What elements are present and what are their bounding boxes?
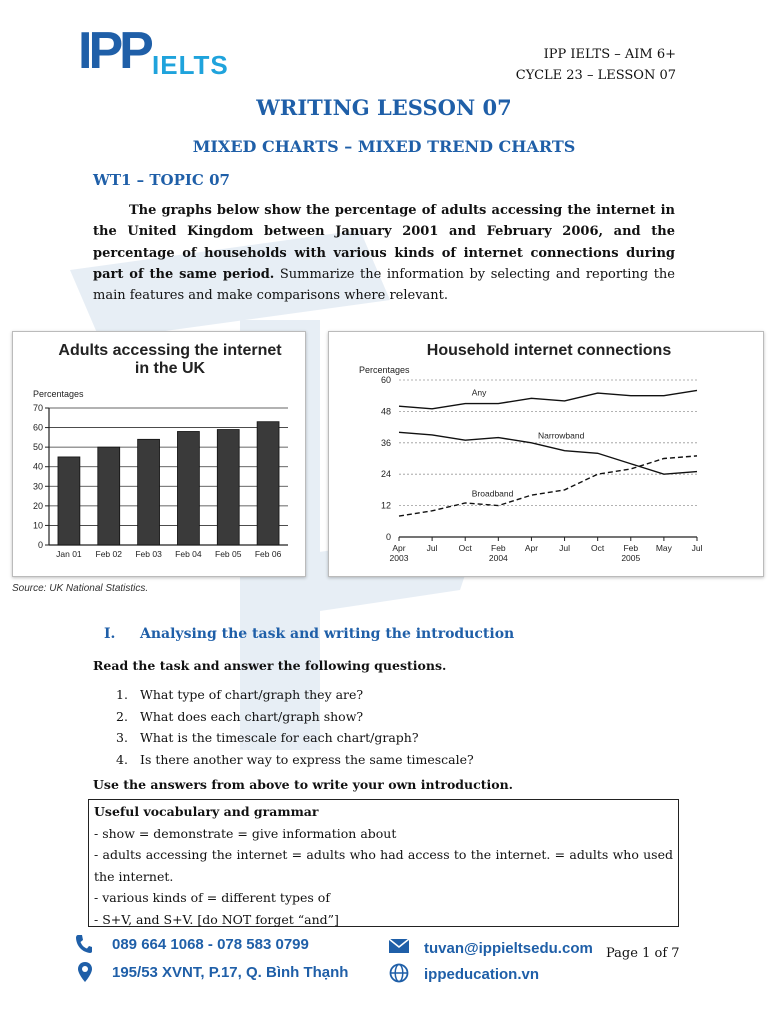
line-x-tick-label: Oct — [591, 543, 605, 553]
course-label: IPP IELTS – AIM 6+ — [543, 47, 676, 62]
bar-y-tick-label: 60 — [32, 422, 43, 433]
bar — [177, 431, 199, 545]
bar-y-tick-label: 0 — [37, 540, 43, 550]
line-x-tick-label: Apr — [392, 543, 406, 553]
line-chart — [329, 332, 763, 576]
question-number: 3. — [116, 730, 128, 745]
vocab-line: - adults accessing the internet = adults who had access to the internet. = adults who used the internet. — [94, 847, 673, 884]
ipp-ielts-logo — [78, 22, 258, 82]
page-current: 1 — [642, 946, 651, 961]
question-text: What does each chart/graph show? — [140, 708, 364, 724]
footer-email[interactable]: tuvan@ippieltsedu.com — [424, 940, 593, 957]
line-x-tick-label: May — [655, 543, 672, 553]
line-x-tick-label: Jul — [691, 543, 703, 553]
bar-chart-title-line1: Adults accessing the internet — [58, 342, 282, 359]
topic-heading: WT1 – TOPIC 07 — [93, 171, 230, 189]
bar-x-tick-label: Feb 03 — [135, 549, 162, 559]
question-text: Is there another way to express the same timescale? — [140, 751, 474, 767]
instruction-use: Use the answers from above to write your own introduction. — [93, 777, 514, 792]
series-label: Any — [471, 387, 487, 398]
task-plain-text: Summarize the information by selecting and reporting the main features and make comparisons where relevant. — [93, 266, 675, 304]
question-text: What type of chart/graph they are? — [140, 687, 364, 702]
page-prefix: Page — [606, 946, 638, 961]
question-text: What is the timescale for each chart/graph? — [140, 730, 419, 745]
line-y-tick-label: 24 — [380, 469, 391, 480]
task-prompt — [93, 200, 675, 306]
question-item — [116, 684, 474, 706]
bar-y-tick-label: 10 — [32, 520, 43, 531]
line-x-tick-label: Jul — [426, 543, 438, 553]
question-list — [116, 684, 474, 770]
bar-chart-ylabel: Percentages — [33, 389, 84, 399]
bar-chart-panel — [12, 331, 306, 577]
question-number: 1. — [116, 687, 128, 702]
series-line-broadband — [399, 456, 697, 516]
line-x-tick-label: Oct — [458, 543, 472, 553]
vocabulary-box — [88, 799, 679, 927]
vocab-line: - S+V, and S+V. [do NOT forget “and”] — [94, 911, 339, 927]
line-x-tick-label: Jul — [559, 543, 570, 553]
line-chart-panel — [328, 331, 764, 577]
logo-ielts-text: IELTS — [152, 50, 229, 80]
bar — [257, 422, 279, 545]
footer-address: 195/53 XVNT, P.17, Q. Bình Thạnh — [112, 964, 349, 981]
line-x-tick-year: 2003 — [389, 553, 409, 563]
question-item — [116, 706, 474, 728]
section-number: I. — [104, 626, 116, 642]
vocab-heading: Useful vocabulary and grammar — [94, 804, 319, 819]
vocab-line: - show = demonstrate = give information about — [94, 825, 397, 841]
page-of: of — [654, 946, 668, 961]
page-total: 7 — [671, 946, 680, 961]
bar — [217, 430, 239, 545]
line-y-tick-label: 12 — [380, 500, 391, 511]
cycle-label: CYCLE 23 – LESSON 07 — [515, 68, 676, 83]
question-number: 4. — [116, 751, 128, 767]
task-bold-text: The graphs below show the percentage of adults accessing the internet in the United Kingdom between January 2001 and February 2006, and the percentage of households with various kinds of internet connections during part of the same period. — [93, 203, 675, 282]
logo-ipp-text: IPP — [78, 22, 150, 80]
bar-x-tick-label: Feb 05 — [215, 549, 242, 559]
bar-x-tick-label: Feb 04 — [175, 549, 202, 559]
line-x-tick-label: Apr — [524, 543, 539, 553]
page-number — [606, 946, 680, 961]
bar-x-tick-label: Feb 02 — [95, 549, 122, 559]
line-chart-title: Household internet connections — [426, 342, 672, 359]
footer-website[interactable]: ippeducation.vn — [424, 966, 540, 983]
line-x-tick-label: Feb — [623, 543, 639, 553]
bar-chart-title-line2: in the UK — [134, 360, 206, 377]
bar-x-tick-label: Feb 06 — [254, 549, 282, 559]
bar — [58, 457, 80, 545]
instruction-read: Read the task and answer the following questions. — [93, 658, 447, 673]
section-title: Analysing the task and writing the introduction — [140, 626, 515, 642]
lesson-subtitle: MIXED CHARTS – MIXED TREND CHARTS — [192, 137, 576, 156]
question-number: 2. — [116, 708, 128, 724]
bar — [98, 447, 120, 545]
footer-phone[interactable]: 089 664 1068 - 078 583 0799 — [112, 936, 309, 953]
line-x-tick-year: 2004 — [488, 553, 508, 563]
line-x-tick-label: Feb — [491, 543, 506, 553]
bar-x-tick-label: Jan 01 — [56, 549, 82, 559]
series-label: Narrowband — [538, 430, 585, 441]
line-x-tick-year: 2005 — [621, 553, 641, 563]
bar-chart — [13, 332, 305, 576]
globe-icon — [389, 963, 409, 983]
footer — [0, 930, 768, 1024]
location-icon — [77, 961, 93, 983]
phone-icon — [75, 934, 93, 954]
series-label: Broadband — [471, 488, 514, 499]
bar-y-tick-label: 70 — [32, 403, 43, 413]
bar-y-tick-label: 20 — [32, 500, 43, 511]
line-chart-ylabel: Percentages — [359, 365, 410, 375]
question-item — [116, 749, 474, 771]
series-line-any — [399, 387, 697, 408]
bar-y-tick-label: 30 — [32, 481, 43, 492]
bar-y-tick-label: 40 — [32, 461, 43, 472]
line-y-tick-label: 48 — [380, 406, 391, 417]
line-y-tick-label: 36 — [380, 437, 391, 448]
chart-source: Source: UK National Statistics. — [12, 583, 149, 594]
mail-icon — [388, 938, 410, 954]
question-item — [116, 727, 474, 749]
bar — [138, 439, 160, 545]
line-y-tick-label: 0 — [385, 532, 391, 542]
line-y-tick-label: 60 — [380, 375, 391, 385]
vocab-line: - various kinds of = different types of — [94, 890, 330, 905]
lesson-title: WRITING LESSON 07 — [256, 95, 512, 120]
bar-y-tick-label: 50 — [32, 442, 43, 453]
